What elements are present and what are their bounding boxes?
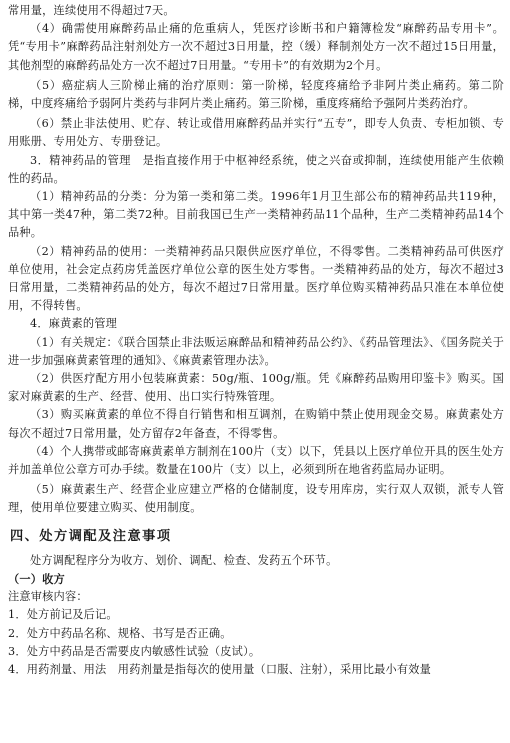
subsection-heading: （一）收方 — [8, 571, 65, 586]
paragraph-special-card: （4）确需使用麻醉药品止痛的危重病人，凭医疗诊断书和户籍簿检发“麻醉药品专用卡”。凭“专用卡”麻醉药品注射剂处方一次不超过3日用量，控（缓）释制剂处方一次不超过15日用量，其他剂型的麻醉药品处方一次不超过7日用量。“专用卡”的有效期为2个月。 — [8, 22, 504, 72]
check-item: 2．处方中药品名称、规格、书写是否正确。 — [8, 626, 232, 640]
paragraph-three-step-analgesia: （5）癌症病人三阶梯止痛的治疗原则：第一阶梯，轻度疼痛给予非阿片类止痛药。第二阶梯，中度疼痛给予弱阿片类药与非阿片类止痛药。第三阶梯，重度疼痛给予强阿片类药治疗。 — [8, 78, 504, 111]
section-title: 四、处方调配及注意事项 — [10, 528, 172, 544]
paragraph-ephedrine-heading: 4．麻黄素的管理 — [30, 317, 118, 331]
check-label: 注意审核内容： — [8, 590, 88, 604]
paragraph-psychotropic-use: （2）精神药品的使用：一类精神药品只限供应医疗单位，不得零售。二类精神药品可供医疗单位使用，社会定点药房凭盖医疗单位公章的医生处方零售。一类精神药品的处方，每次不超过3日常用量，二类精神药品的处方，每次不超过7日常用量。医疗单位购买精神药品只准在本单位使用，不得转售。 — [8, 244, 504, 313]
check-item: 3．处方中药品是否需要皮内敏感性试验（皮试）。 — [8, 644, 261, 658]
check-item: 1．处方前记及后记。 — [8, 608, 118, 622]
paragraph-ephedrine-mailing: （4）个人携带或邮寄麻黄素单方制剂在100片（支）以下，凭县以上医疗单位开具的医生处方并加盖单位公章方可办手续。数量在100片（支）以上，必须到所在地省药监局办证明。 — [8, 444, 504, 477]
paragraph-ephedrine-purchase: （3）购买麻黄素的单位不得自行销售和相互调剂，在购销中禁止使用现金交易。麻黄素处方每次不超过7日常用量，处方留存2年备查，不得零售。 — [8, 408, 504, 440]
paragraph-dispensing-intro: 处方调配程序分为收方、划价、调配、检查、发药五个环节。 — [30, 553, 338, 567]
document-page — [0, 2, 510, 743]
check-item: 4．用药剂量、用法 用药剂量是指每次的使用量（口服、注射），采用比最小有效量 — [8, 662, 432, 676]
paragraph-ephedrine-regulations: （1）有关规定：《联合国禁止非法贩运麻醉品和精神药品公约》、《药品管理法》、《国务院关于进一步加强麻黄素管理的通知》、《麻黄素管理办法》。 — [8, 335, 504, 367]
paragraph-continuation: 常用量，连续使用不得超过7天。 — [8, 4, 175, 17]
paragraph-psychotropic-heading: 3．精神药品的管理 是指直接作用于中枢神经系统，使之兴奋或抑制，连续使用能产生依赖性的药品。 — [8, 153, 504, 185]
paragraph-ephedrine-packaging: （2）供医疗配方用小包装麻黄素：50g/瓶、100g/瓶。凭《麻醉药品购用印鉴卡》购买。国家对麻黄素的生产、经营、使用、出口实行特殊管理。 — [8, 372, 504, 404]
paragraph-psychotropic-classification: （1）精神药品的分类：分为第一类和第二类。1996年1月卫生部公布的精神药品共119种，其中第一类47种，第二类72种。目前我国已生产一类精神药品11个品种，生产二类精神药品14个品种。 — [8, 190, 504, 240]
paragraph-ephedrine-storage: （5）麻黄素生产、经营企业应建立严格的仓储制度，设专用库房，实行双人双锁，派专人管理，使用单位要建立购买、使用制度。 — [8, 483, 504, 515]
paragraph-five-specials: （6）禁止非法使用、贮存、转让或借用麻醉药品并实行“五专”，即专人负责、专柜加锁、专用账册、专用处方、专册登记。 — [8, 117, 504, 149]
